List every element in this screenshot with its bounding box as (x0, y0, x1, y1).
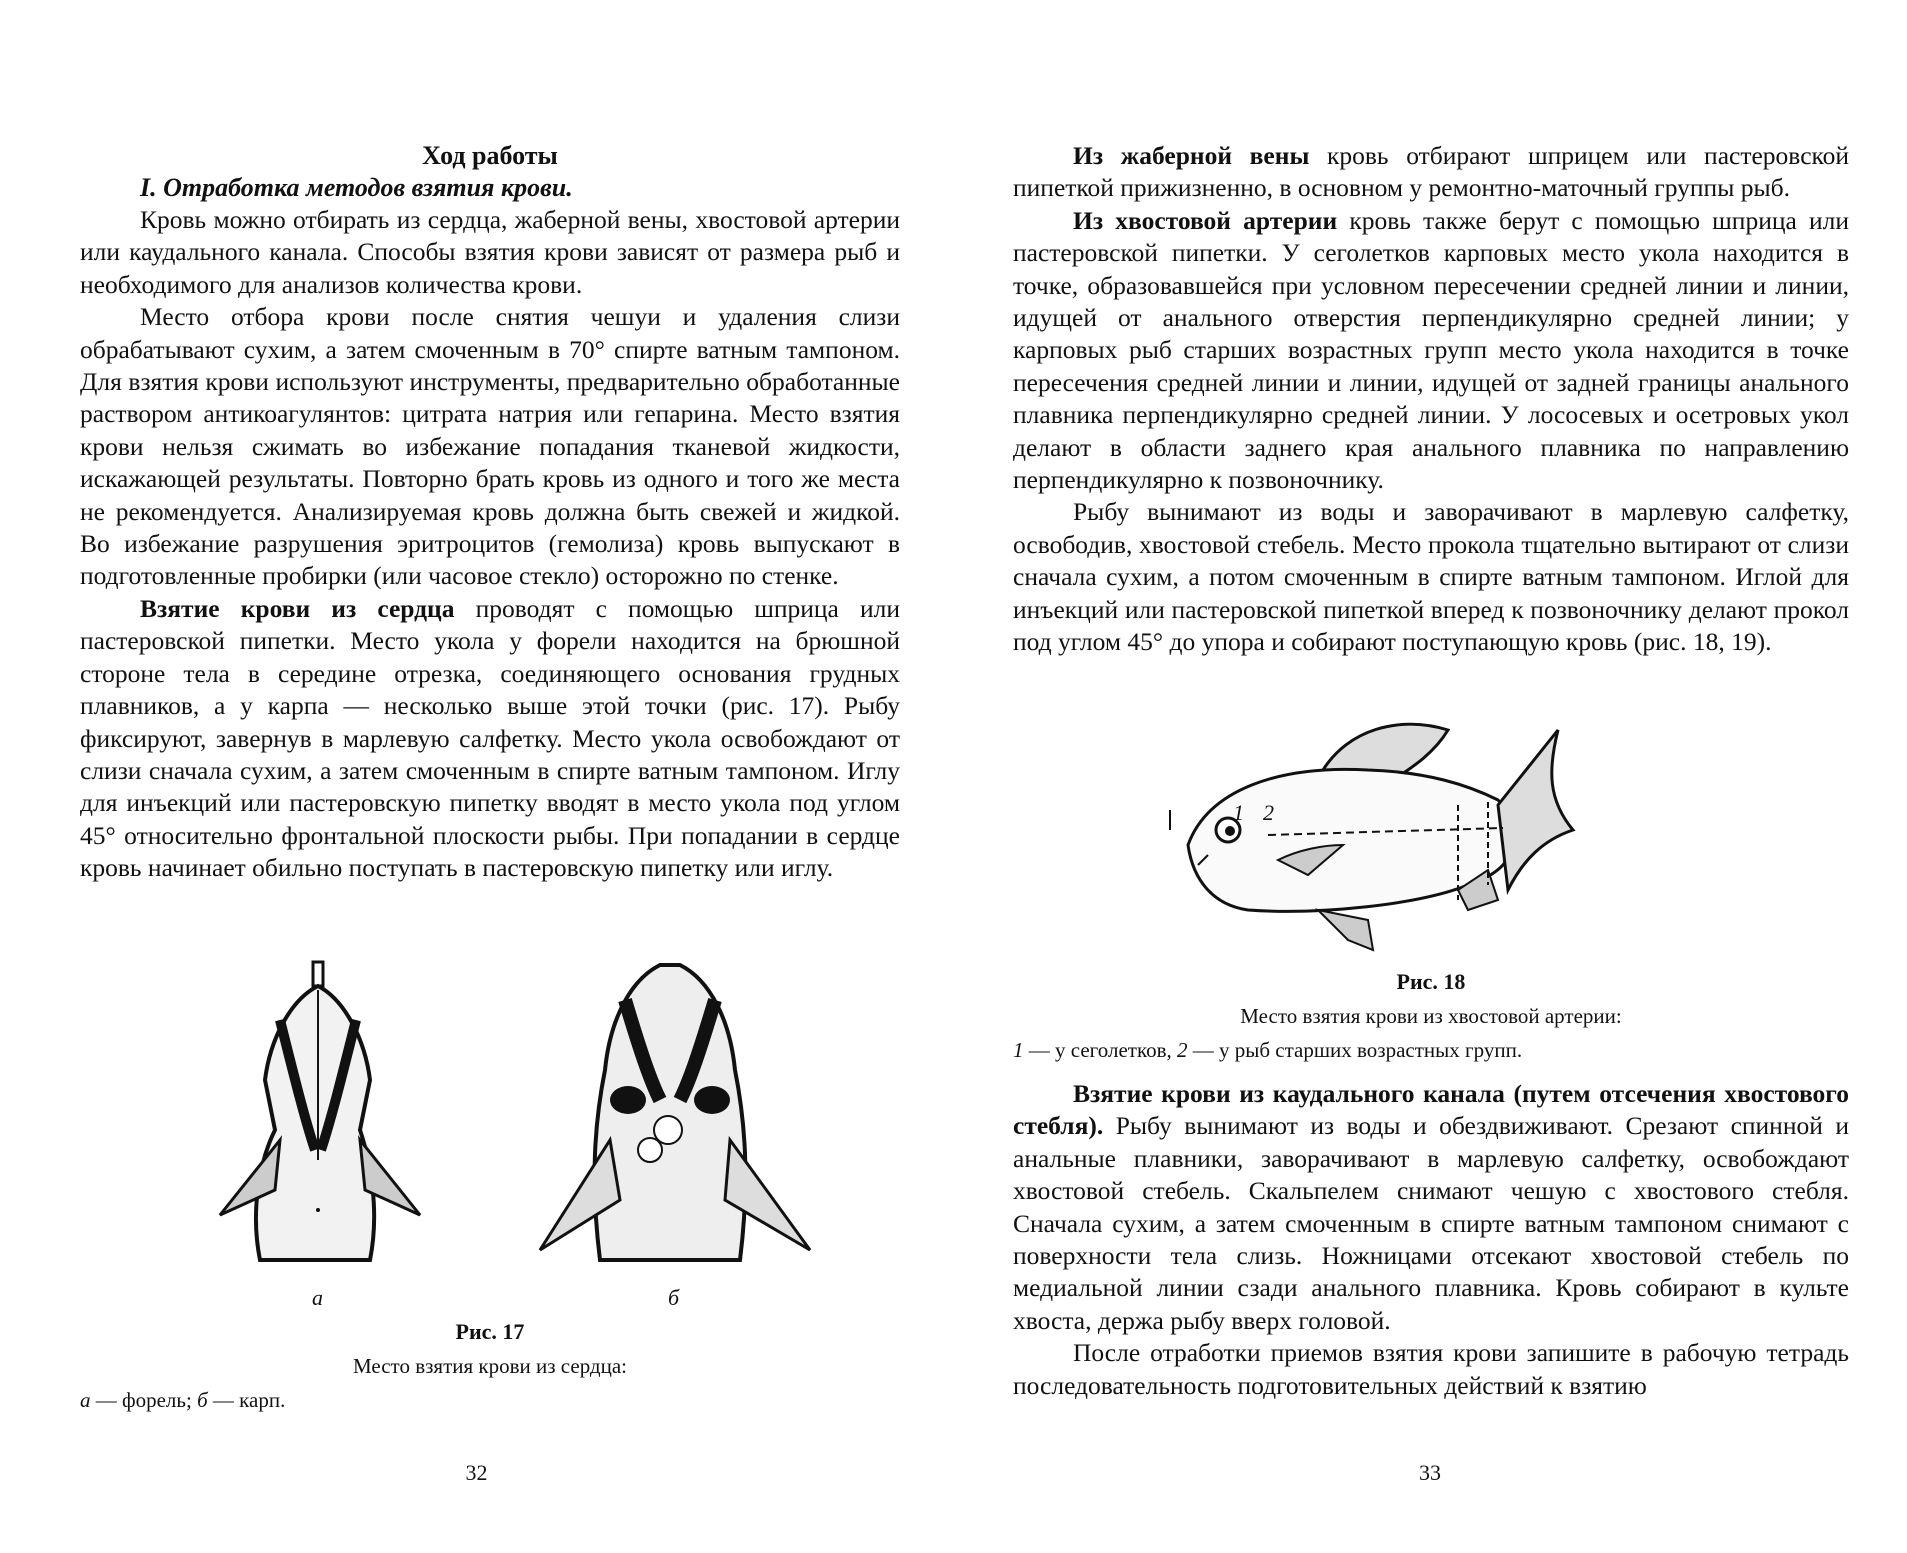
paragraph-caudal-canal (1013, 1078, 1849, 1337)
paragraph-intro: Кровь можно отбирать из сердца, жаберной вены, хвостовой артерии или каудального канала. Способы взятия крови зависят от размера рыб и необходимого для анализов количества крови. (80, 205, 900, 299)
legend-2-number: 2 (1177, 1038, 1188, 1062)
legend-2-text: — у рыб старших возрастных групп. (1187, 1038, 1523, 1062)
figure-17-legend (80, 1386, 900, 1414)
legend-1-number: 1 (1013, 1038, 1024, 1062)
figure-18-legend (1013, 1036, 1849, 1064)
figure-17-caption-block (80, 1318, 900, 1414)
figure-18-label: Рис. 18 (1396, 969, 1466, 994)
figure-17-label: Рис. 17 (455, 1319, 525, 1344)
paragraph-final: После отработки приемов взятия крови запишите в рабочую тетрадь последовательность подготовительных действий к взятию (1013, 1338, 1849, 1400)
right-lower-text (1013, 1078, 1849, 1402)
right-page (953, 0, 1907, 1553)
legend-b-letter: б (197, 1388, 208, 1412)
figure-18-caption-block (1013, 968, 1849, 1064)
figure-18-mark-2: 2 (1263, 800, 1274, 825)
paragraph-heart (80, 593, 900, 885)
figure-18-caption: Место взятия крови из хвостовой артерии: (1240, 1004, 1622, 1028)
right-text-column (1013, 140, 1849, 659)
figure-17-sublabel-a: а (312, 1285, 323, 1310)
figure-17-carp-illustration (540, 960, 810, 1260)
page-number-left: 32 (465, 1460, 488, 1485)
paragraph-tail-artery (1013, 205, 1849, 497)
legend-a-letter: а (80, 1388, 91, 1412)
figure-17-caption: Место взятия крови из сердца: (353, 1354, 627, 1378)
figure-17-trout-illustration (220, 960, 420, 1260)
paragraph-preparation: Место отбора крови после снятия чешуи и удаления слизи обрабатывают сухим, а затем смоченным в 70° спирте ватным тампоном. Для взятия крови используют инструменты, предварительно обработанные раствором антикоагулянтов: цитрата натрия или гепарина. Место взятия крови нельзя сжимать во избежание попадания тканевой жидкости, искажающей результаты. Повторно брать кровь из одного и того же места не рекомендуется. Анализируемая кровь должна быть свежей и жидкой. Во избежание разрушения эритроцитов (гемолиза) кровь выпускают в подготовленные пробирки (или часовое стекло) осторожно по стенке. (80, 302, 900, 591)
legend-b-text: — карп. (207, 1388, 286, 1412)
figure-18-mark-1: 1 (1233, 800, 1244, 825)
tail-text: кровь также берут с помощью шприца или пастеровской пипетки. У сеголетков карповых место укола находится в точке, образовавшейся при условном пересечении средней линии и линии, идущей от анального отверстия перпендикулярно средней линии; у карповых рыб старших возрастных групп место укола находится в точке пересечения средней линии и линии, идущей от задней границы анального плавника перпендикулярно средней линии. У лососевых и осетровых укол делают в области заднего края анального плавника по направлению перпендикулярно к позвоночнику. (1013, 205, 1849, 495)
gill-term: Из жаберной вены (1073, 141, 1310, 170)
caudal-term: Взятие крови из каудального канала (путем отсечения хвостового стебля). (1013, 1079, 1849, 1141)
legend-1-text: — у сеголетков, (1023, 1038, 1177, 1062)
gill-text: кровь отбирают шприцем или пастеровской пипеткой прижизненно, в основном у ремонтно-маточный группы рыб. (1013, 141, 1850, 203)
page-number-right: 33 (1419, 1460, 1441, 1485)
caudal-text: Рыбу вынимают из воды и обездвиживают. Срезают спинной и анальные плавники, заворачивают в марлевую салфетку, освобождают хвостовой стебель. Скальпелем снимают чешую с хвостового стебля. Сначала сухим, а затем смоченным в спирте ватным тампоном снимают с поверхности тела слизь. Ножницами отсекают хвостовой стебель по медиальной линии сзади анального плавника. Кровь собирают в культе хвоста, держа рыбу вверх головой. (1013, 1111, 1849, 1335)
heart-term: Взятие крови из сердца (140, 593, 455, 623)
tail-term: Из хвостовой артерии (1073, 205, 1338, 235)
heart-text: проводят с помощью шприца или пастеровской пипетки. Место укола у форели находится на брюшной стороне тела в середине отрезка, соединяющего основания грудных плавников, а у карпа — несколько выше этой точки (рис. 17). Рыбу фиксируют, завернув в марлевую салфетку. Место укола освобождают от слизи сначала сухим, а затем смоченным в спирте ватным тампоном. Иглу для инъекций или пастеровскую пипетку вводят в место укола под углом 45° относительно фронтальной плоскости рыбы. При попадании в сердце кровь начинает обильно поступать в пастеровскую пипетку или иглу. (80, 593, 901, 883)
paragraph-gill-vein (1013, 140, 1849, 205)
left-text-column (80, 140, 900, 885)
subsection-heading: I. Отработка методов взятия крови. (140, 173, 573, 202)
paragraph-fish-procedure: Рыбу вынимают из воды и заворачивают в марлевую салфетку, освободив, хвостовой стебель. Место прокола тщательно вытирают от слизи сначала сухим, а потом смоченным в спирте ватным тампоном. Иглой для инъекций или пастеровской пипеткой вперед к позвоночнику делают прокол под углом 45° до упора и собирают поступающую кровь (рис. 18, 19). (1013, 497, 1849, 657)
figure-17-sublabel-b: б (668, 1285, 680, 1310)
left-page (0, 0, 953, 1553)
section-heading: Ход работы (422, 141, 558, 170)
legend-a-text: — форель; (90, 1388, 198, 1412)
figure-18-fish-illustration (1168, 710, 1598, 960)
